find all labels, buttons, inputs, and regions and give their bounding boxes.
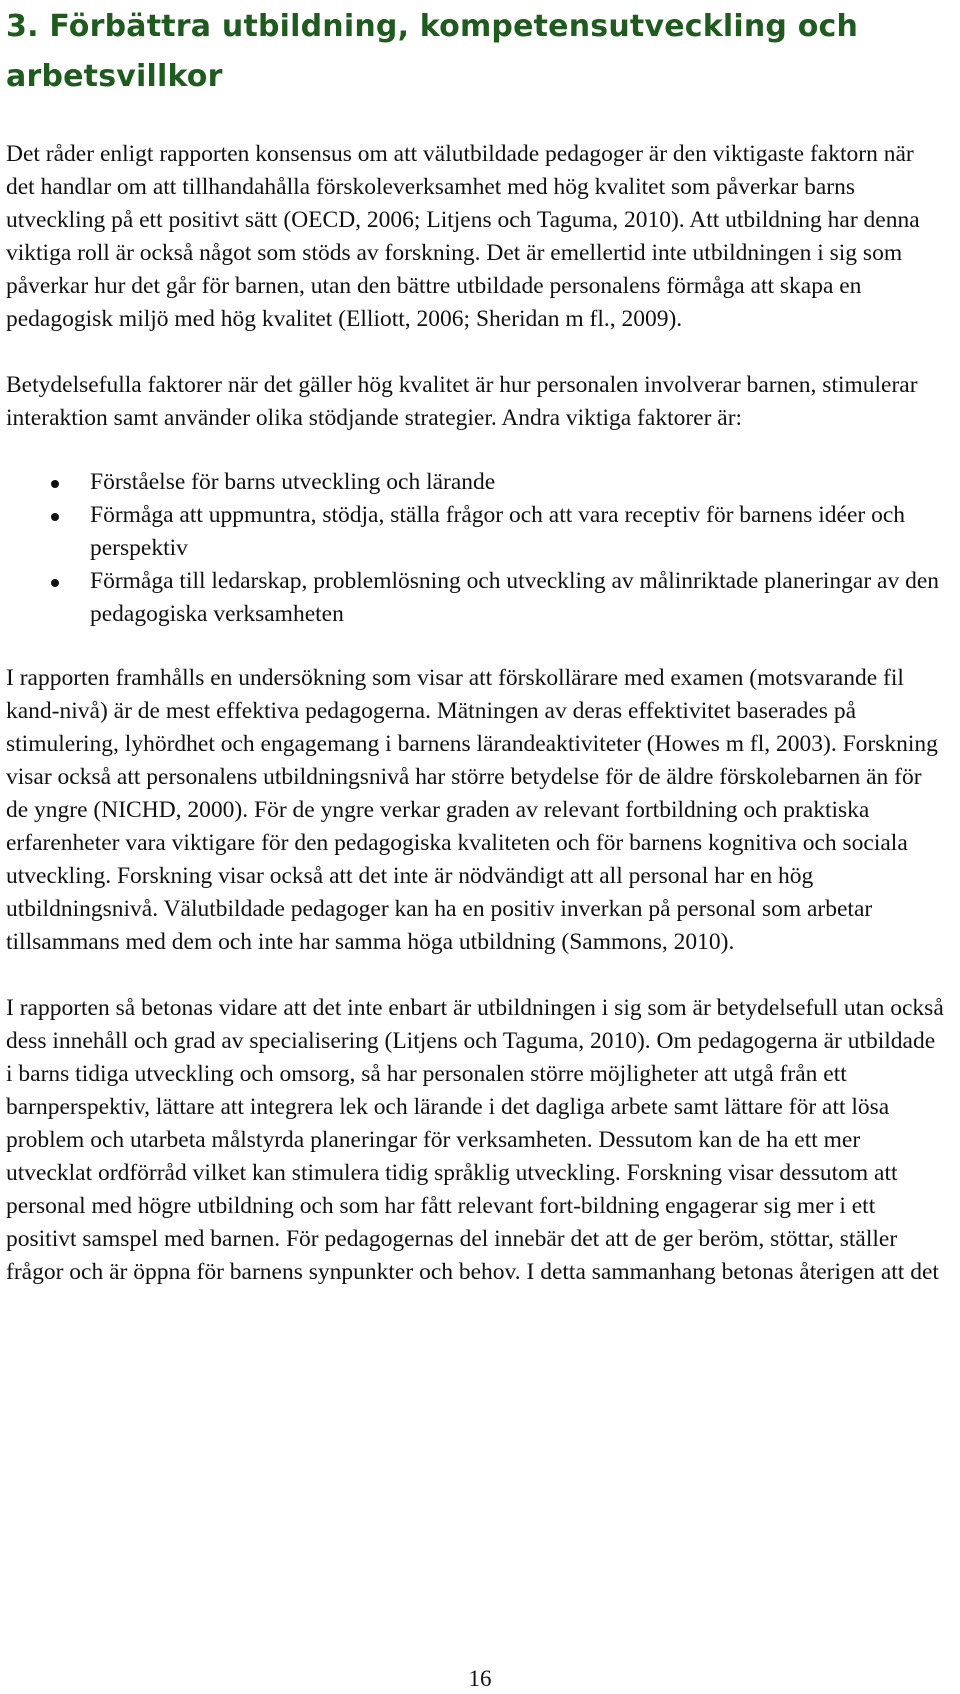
bullet-text: Förståelse för barns utveckling och lärande xyxy=(90,469,496,495)
paragraph-2: Betydelsefulla faktorer när det gäller hög kvalitet är hur personalen involverar barnen, stimulerar interaktion samt använder olika stödjande strategier. Andra viktiga faktorer är: xyxy=(6,372,918,431)
bullet-list xyxy=(6,466,944,631)
bullet-text: Förmåga till ledarskap, problemlösning och utveckling av målinriktade planeringar av den pedagogiska verksamheten xyxy=(90,568,940,627)
bullet-text: Förmåga att uppmuntra, stödja, ställa frågor och att vara receptiv för barnens idéer och perspektiv xyxy=(90,502,906,561)
bullet-item-2 xyxy=(6,499,944,565)
document-page xyxy=(6,0,944,1289)
paragraph-4: I rapporten så betonas vidare att det inte enbart är utbildningen i sig som är betydelsefull utan också dess innehåll och grad av specialisering (Litjens och Taguma, 2010). Om pedagogerna är utbildade i barns tidiga utveckling och omsorg, så har personalen större möjligheter att utgå från ett barnperspektiv, lättare att integrera lek och lärande i det dagliga arbete samt lättare för att lösa problem och utarbeta målstyrda planeringar för verksamheten. Dessutom kan de ha ett mer utvecklat ordförråd vilket kan stimulera tidig språklig utveckling. Forskning visar dessutom att personal med högre utbildning och som har fått relevant fort-bildning engagerar sig mer i ett positivt samspel med barnen. För pedagogernas del innebär det att de ger beröm, stöttar, ställer frågor och är öppna för barnens synpunkter och behov. I detta sammanhang betonas återigen att det xyxy=(6,995,944,1285)
bullet-item-3 xyxy=(6,565,944,631)
bullet-icon xyxy=(51,480,59,488)
section-heading: 3. Förbättra utbildning, kompetensutveckling och arbetsvillkor xyxy=(6,9,859,94)
paragraph-3: I rapporten framhålls en undersökning som visar att förskollärare med examen (motsvarande fil kand-nivå) är de mest effektiva pedagogerna. Mätningen av deras effektivitet baserades på stimulering, lyhördhet och engagemang i barnens lärandeaktiviteter (Howes m fl, 2003). Forskning visar också att personalens utbildningsnivå har större betydelse för de äldre förskolebarnen än för de yngre (NICHD, 2000). För de yngre verkar graden av relevant fortbildning och praktiska erfarenheter vara viktigare för den pedagogiska kvaliteten och för barnens kognitiva och sociala utveckling. Forskning visar också att det inte är nödvändigt att all personal har en hög utbildningsnivå. Välutbildade pedagoger kan ha en positiv inverkan på personal som arbetar tillsammans med dem och inte har samma höga utbildning (Sammons, 2010). xyxy=(6,665,938,955)
paragraph-1: Det råder enligt rapporten konsensus om att välutbildade pedagoger är den viktigaste faktorn när det handlar om att tillhandahålla förskoleverksamhet med hög kvalitet som påverkar barns utveckling på ett positivt sätt (OECD, 2006; Litjens och Taguma, 2010). Att utbildning har denna viktiga roll är också något som stöds av forskning. Det är emellertid inte utbildningen i sig som påverkar hur det går för barnen, utan den bättre utbildade personalens förmåga att skapa en pedagogisk miljö med hög kvalitet (Elliott, 2006; Sheridan m fl., 2009). xyxy=(6,141,920,332)
bullet-item-1 xyxy=(6,466,944,499)
bullet-icon xyxy=(51,513,59,521)
page-number: 16 xyxy=(468,1666,492,1691)
bullet-icon xyxy=(51,579,59,587)
